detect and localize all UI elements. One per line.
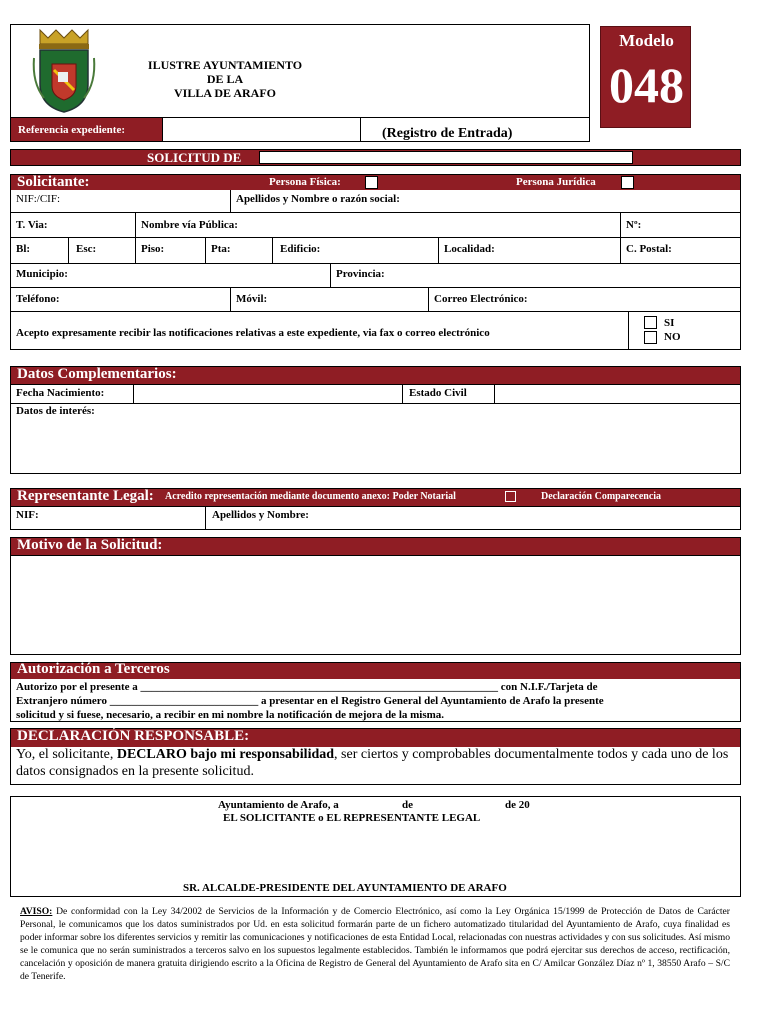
piso-label: Piso: <box>141 243 165 255</box>
acredito-label: Acredito representación mediante documento anexo: Poder Notarial <box>165 491 456 502</box>
autorizacion-line-3: solicitud y si fuese, necesario, a recibir en mi nombre la notificación de mejora de la misma. <box>16 709 445 721</box>
motivo-title: Motivo de la Solicitud: <box>17 537 163 553</box>
telefono-label: Teléfono: <box>16 293 60 305</box>
nombre-via-label: Nombre vía Pública: <box>141 219 238 231</box>
tvia-label: T. Via: <box>16 219 48 231</box>
no-checkbox[interactable] <box>644 331 657 344</box>
solicitud-label: SOLICITUD DE <box>147 150 242 165</box>
declaracion-text-pre: Yo, el solicitante, <box>16 747 117 762</box>
datos-complementarios-bar <box>11 367 740 384</box>
org-line-3: VILLA DE ARAFO <box>173 86 277 100</box>
fecha-nacimiento-label: Fecha Nacimiento: <box>16 387 105 399</box>
datos-interes-label: Datos de interés: <box>16 405 95 417</box>
datos-complementarios-title: Datos Complementarios: <box>17 366 177 382</box>
bl-label: Bl: <box>16 243 31 255</box>
apellidos-label: Apellidos y Nombre o razón social: <box>236 193 400 205</box>
pta-label: Pta: <box>211 243 231 255</box>
aviso-label: AVISO: <box>20 906 53 917</box>
numero-label: Nº: <box>626 219 642 231</box>
autorizacion-text <box>16 680 738 722</box>
nif-cif-label: NIF:/CIF: <box>16 193 61 205</box>
persona-fisica-label: Persona Física: <box>269 176 341 188</box>
firma-lugar: Ayuntamiento de Arafo, a <box>218 799 339 811</box>
referencia-label: Referencia expediente: <box>18 124 126 136</box>
autorizacion-bar <box>11 663 740 679</box>
persona-juridica-label: Persona Jurídica <box>516 176 596 188</box>
correo-label: Correo Electrónico: <box>434 293 528 305</box>
solicitud-bar <box>10 149 741 166</box>
esc-label: Esc: <box>76 243 97 255</box>
crest-logo <box>30 28 98 114</box>
registro-label: (Registro de Entrada) <box>382 126 513 141</box>
firma-firmante: EL SOLICITANTE o EL REPRESENTANTE LEGAL <box>223 812 481 824</box>
firma-de-2: de 20 <box>505 799 530 811</box>
autorizacion-title: Autorización a Terceros <box>17 661 170 677</box>
modelo-box <box>600 26 691 128</box>
aviso-body: De conformidad con la Ley 34/2002 de Servicios de la Información y de Comercio Electrónico, así como la Ley Orgánica 15/1999 de Protección de Datos de Carácter Personal, le comunicamos que los datos suministrados por Ud. en esta solicitud formarán parte de un fichero automatizado titularidad del Ayuntamiento de Arafo, cuya finalidad es poder informar sobre los diferentes servicios y remitir las comunicaciones y notificaciones de esta Entidad Local, relacionadas con nuestras actividades y con sus solicitudes. Así mismo se le comunica que no serán suministrados a terceros salvo en los supuestos legalmente establecidos. También le informamos que podrá ejercitar sus derechos de acceso, rectificación, cancelación y oposición de manera gratuita dirigiendo escrito a la Oficina de Registro de General del Ayuntamiento de Arafo sita en C/ Amilcar González Díaz nº 1, 38550 Arafo – S/C de Tenerife. <box>20 906 730 982</box>
persona-juridica-checkbox[interactable] <box>621 176 634 189</box>
no-label: NO <box>664 331 681 343</box>
org-line-1: ILUSTRE AYUNTAMIENTO <box>147 58 303 72</box>
solicitante-title: Solicitante: <box>17 174 90 190</box>
org-line-2: DE LA <box>206 72 244 86</box>
modelo-label: Modelo <box>619 31 674 50</box>
estado-civil-label: Estado Civil <box>409 387 467 399</box>
representante-nif-label: NIF: <box>16 509 39 521</box>
representante-apellidos-label: Apellidos y Nombre: <box>212 509 309 521</box>
autorizacion-line-1: Autorizo por el presente a _________________________________________________________________ con N.I.F./Tarjeta de <box>16 681 598 693</box>
declaracion-text <box>16 746 740 780</box>
modelo-number: 048 <box>609 57 684 113</box>
declaracion-text-bold: DECLARO bajo mi responsabilidad <box>116 747 335 762</box>
firma-destinatario: SR. ALCALDE-PRESIDENTE DEL AYUNTAMIENTO DE ARAFO <box>183 882 507 894</box>
motivo-bar <box>11 538 740 555</box>
persona-fisica-checkbox[interactable] <box>365 176 378 189</box>
localidad-label: Localidad: <box>444 243 495 255</box>
solicitud-input[interactable] <box>259 151 633 164</box>
si-label: SI <box>664 317 675 329</box>
provincia-label: Provincia: <box>336 268 385 280</box>
declaracion-comparecencia-label: Declaración Comparecencia <box>541 491 662 502</box>
edificio-label: Edificio: <box>280 243 321 255</box>
movil-label: Móvil: <box>236 293 268 305</box>
representante-title: Representante Legal: <box>17 488 154 504</box>
firma-de-1: de <box>402 799 413 811</box>
declaracion-title: DECLARACIÓN RESPONSABLE: <box>17 728 250 744</box>
si-checkbox[interactable] <box>644 316 657 329</box>
org-title <box>120 58 330 100</box>
declaracion-bar <box>11 729 740 747</box>
representante-bar <box>11 489 740 506</box>
declaracion-text-post: , ser ciertos y comprobables documentalmente todos y cada uno de los datos consignados en la presente solicitud. <box>16 747 729 779</box>
poder-notarial-checkbox[interactable] <box>505 491 516 502</box>
cpostal-label: C. Postal: <box>626 243 672 255</box>
motivo-textarea[interactable] <box>11 556 740 654</box>
acepto-notificaciones-label: Acepto expresamente recibir las notificaciones relativas a este expediente, via fax o correo electrónico <box>16 327 490 339</box>
municipio-label: Municipio: <box>16 268 68 280</box>
aviso-text <box>20 905 730 983</box>
autorizacion-line-2: Extranjero número ___________________________ a presentar en el Registro General del Ayuntamiento de Arafo la presente <box>16 695 604 707</box>
